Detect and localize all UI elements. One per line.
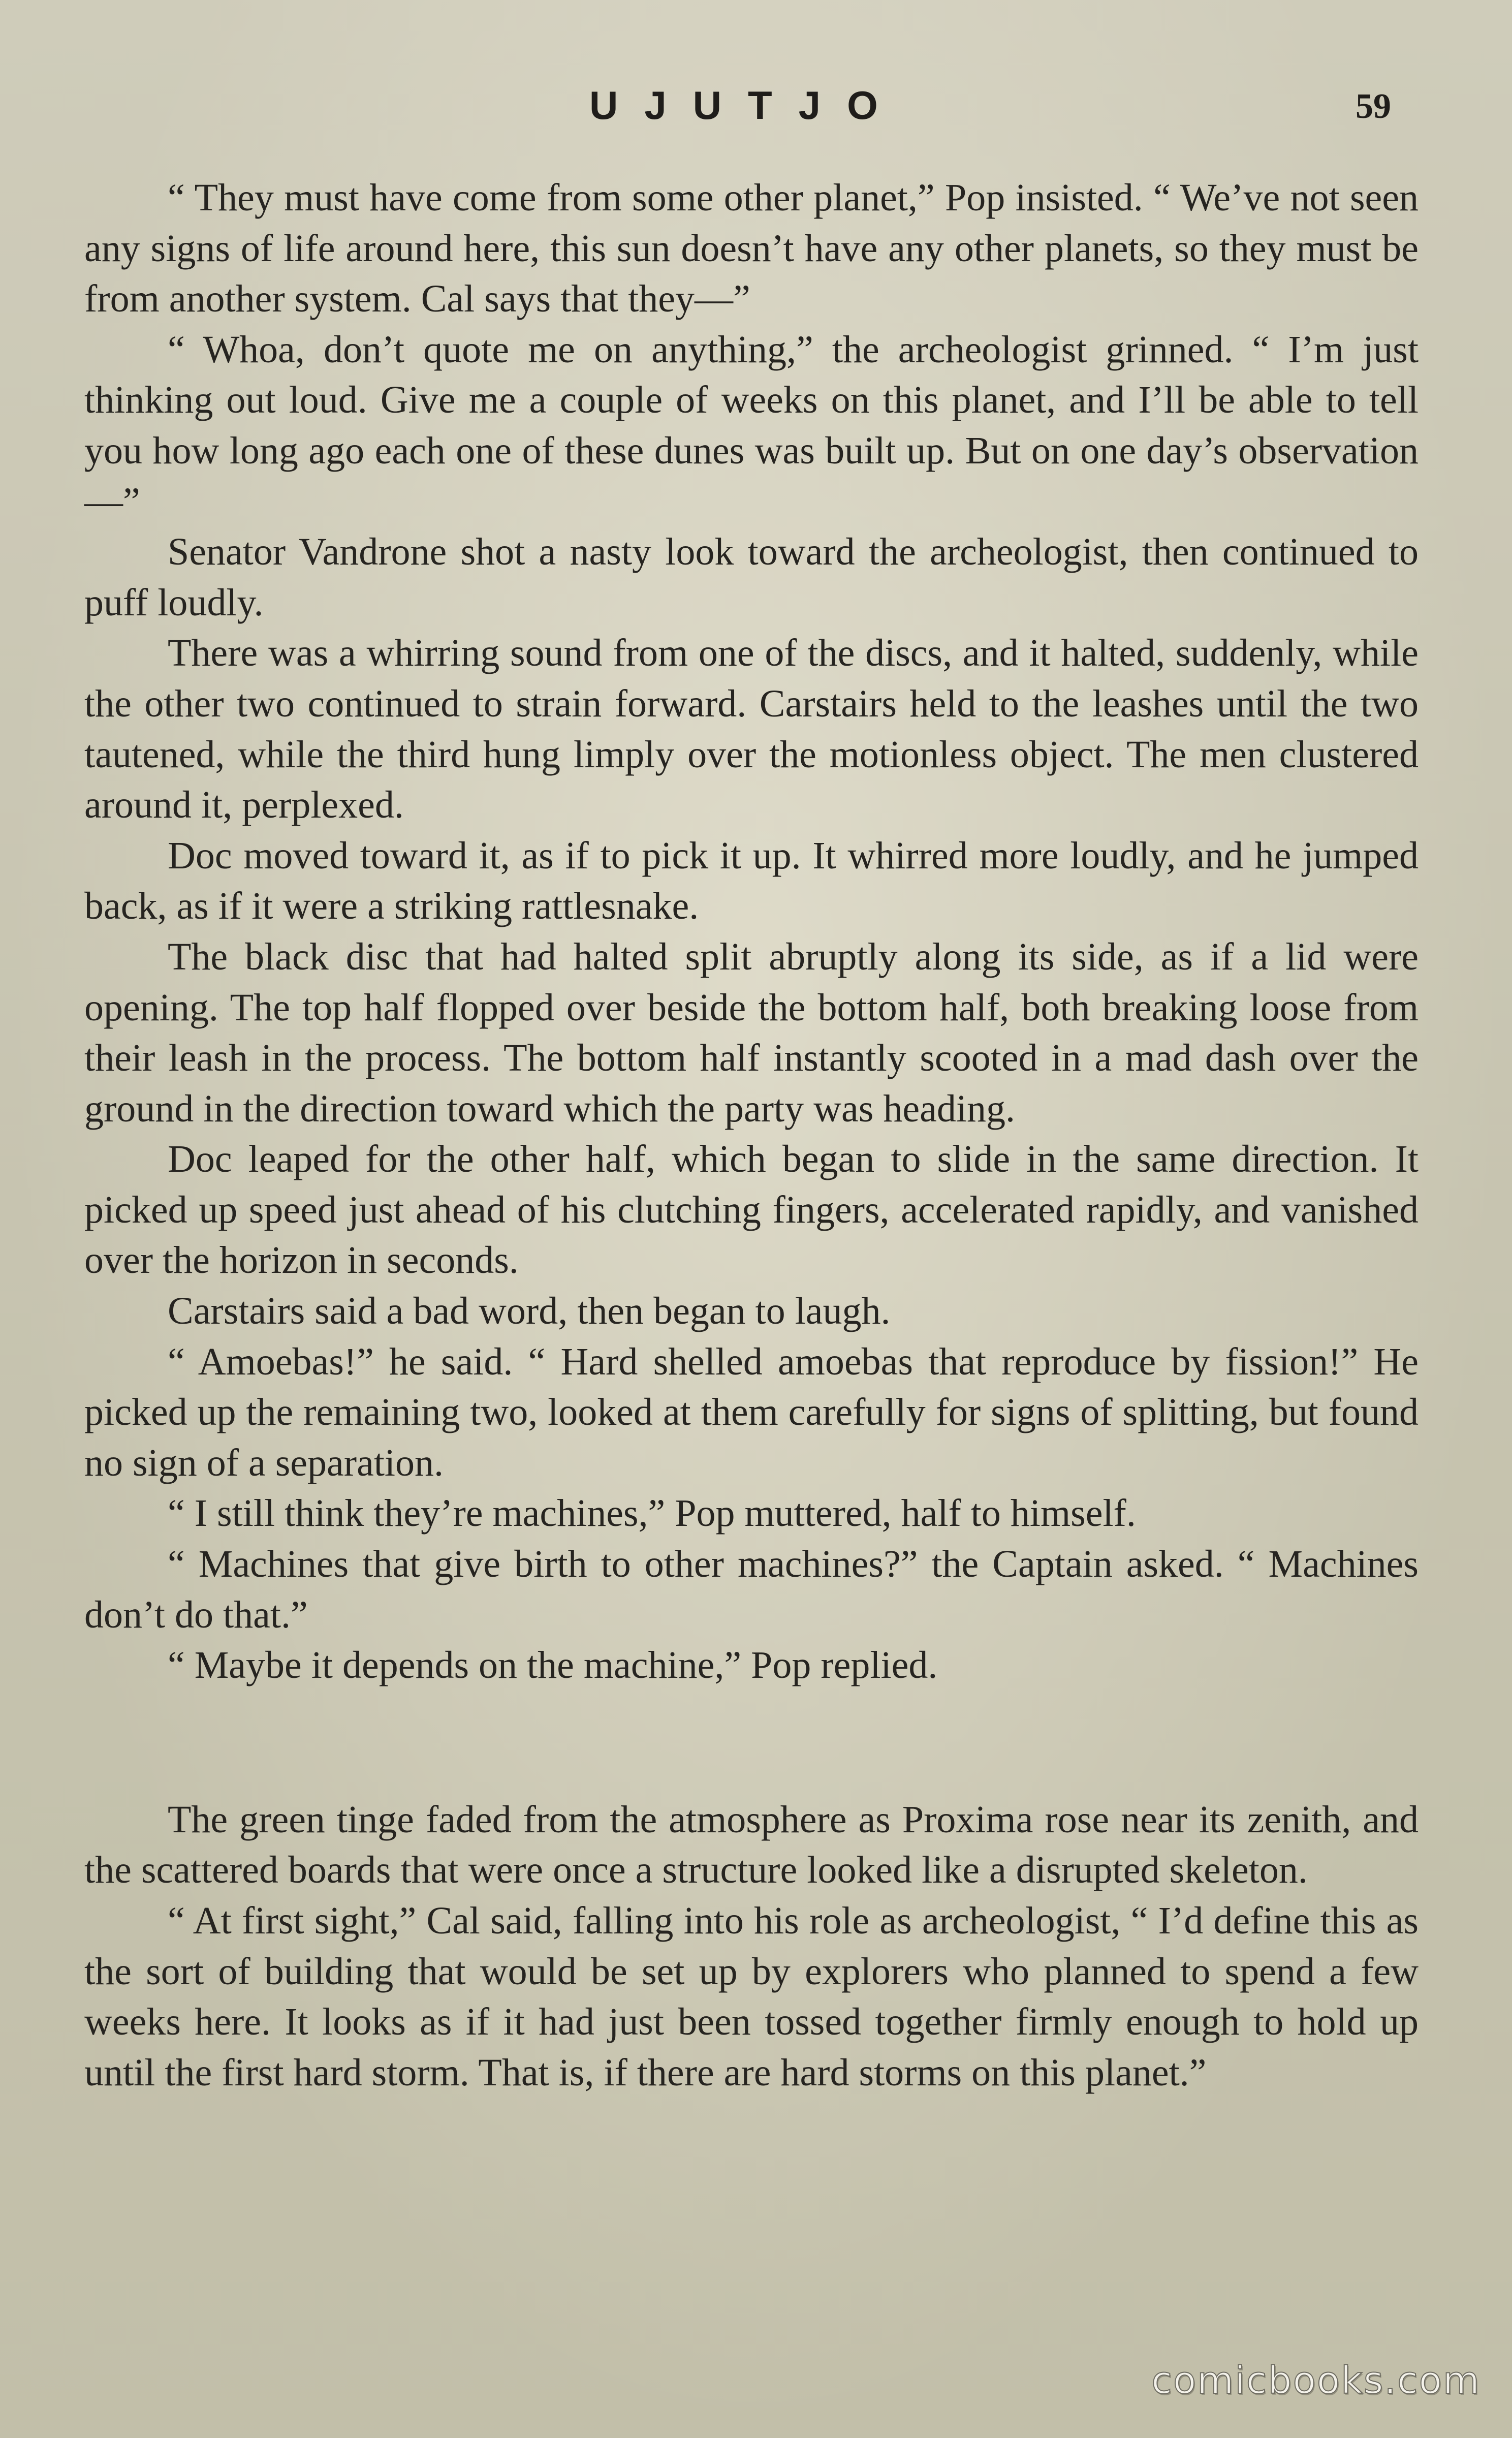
section-break bbox=[84, 1691, 1419, 1795]
paragraph: Senator Vandrone shot a nasty look toward the archeologist, then continued to puff loudly. bbox=[84, 530, 1419, 624]
paragraph: “ Maybe it depends on the machine,” Pop replied. bbox=[168, 1644, 938, 1687]
paragraph: Doc moved toward it, as if to pick it up. It whirred more loudly, and he jumped back, as if it were a striking rattlesnake. bbox=[84, 834, 1419, 928]
paragraph: The black disc that had halted split abruptly along its side, as if a lid were opening. The top half flopped over beside the bottom half, both breaking loose from their leash in the process. The bottom half instantly scooted in a mad dash over the ground in the direction toward which the party was heading. bbox=[84, 935, 1419, 1130]
paragraph: Doc leaped for the other half, which began to slide in the same direction. It picked up speed just ahead of his clutching fingers, accelerated rapidly, and vanished over the horizon in seconds. bbox=[84, 1138, 1419, 1282]
paragraph: The green tinge faded from the atmosphere as Proxima rose near its zenith, and the scattered boards that were once a structure looked like a disrupted skeleton. bbox=[84, 1798, 1419, 1892]
text-body bbox=[84, 173, 1419, 2098]
paragraph: Carstairs said a bad word, then began to laugh. bbox=[168, 1290, 891, 1333]
page-header bbox=[0, 76, 1512, 142]
paragraph: “ I still think they’re machines,” Pop muttered, half to himself. bbox=[168, 1492, 1136, 1535]
running-title: UJUTJO bbox=[589, 83, 904, 128]
page-number: 59 bbox=[1356, 87, 1391, 126]
paragraph: “ They must have come from some other planet,” Pop insisted. “ We’ve not seen any signs of life around here, this sun doesn’t have any other planets, so they must be from another system. Cal says that they—” bbox=[84, 176, 1419, 321]
watermark: comicbooks.com bbox=[1151, 2359, 1480, 2402]
paragraph: “ Amoebas!” he said. “ Hard shelled amoebas that reproduce by fission!” He picked up the remaining two, looked at them carefully for signs of splitting, but found no sign of a separation. bbox=[84, 1340, 1419, 1484]
paragraph: “ Machines that give birth to other machines?” the Captain asked. “ Machines don’t do that.” bbox=[84, 1543, 1419, 1636]
paragraph: “ Whoa, don’t quote me on anything,” the archeologist grinned. “ I’m just thinking out loud. Give me a couple of weeks on this planet, and I’ll be able to tell you how long ago each one of these dunes was built up. But on one day’s observation—” bbox=[84, 328, 1419, 523]
paragraph: “ At first sight,” Cal said, falling into his role as archeologist, “ I’d define this as the sort of building that would be set up by explorers who planned to spend a few weeks here. It looks as if it had just been tossed together firmly enough to hold up until the first hard storm. That is, if there are hard storms on this planet.” bbox=[84, 1899, 1419, 2094]
paragraph: There was a whirring sound from one of the discs, and it halted, suddenly, while the other two continued to strain forward. Carstairs held to the leashes until the two tautened, while the third hung limply over the motionless object. The men clustered around it, perplexed. bbox=[84, 632, 1419, 827]
